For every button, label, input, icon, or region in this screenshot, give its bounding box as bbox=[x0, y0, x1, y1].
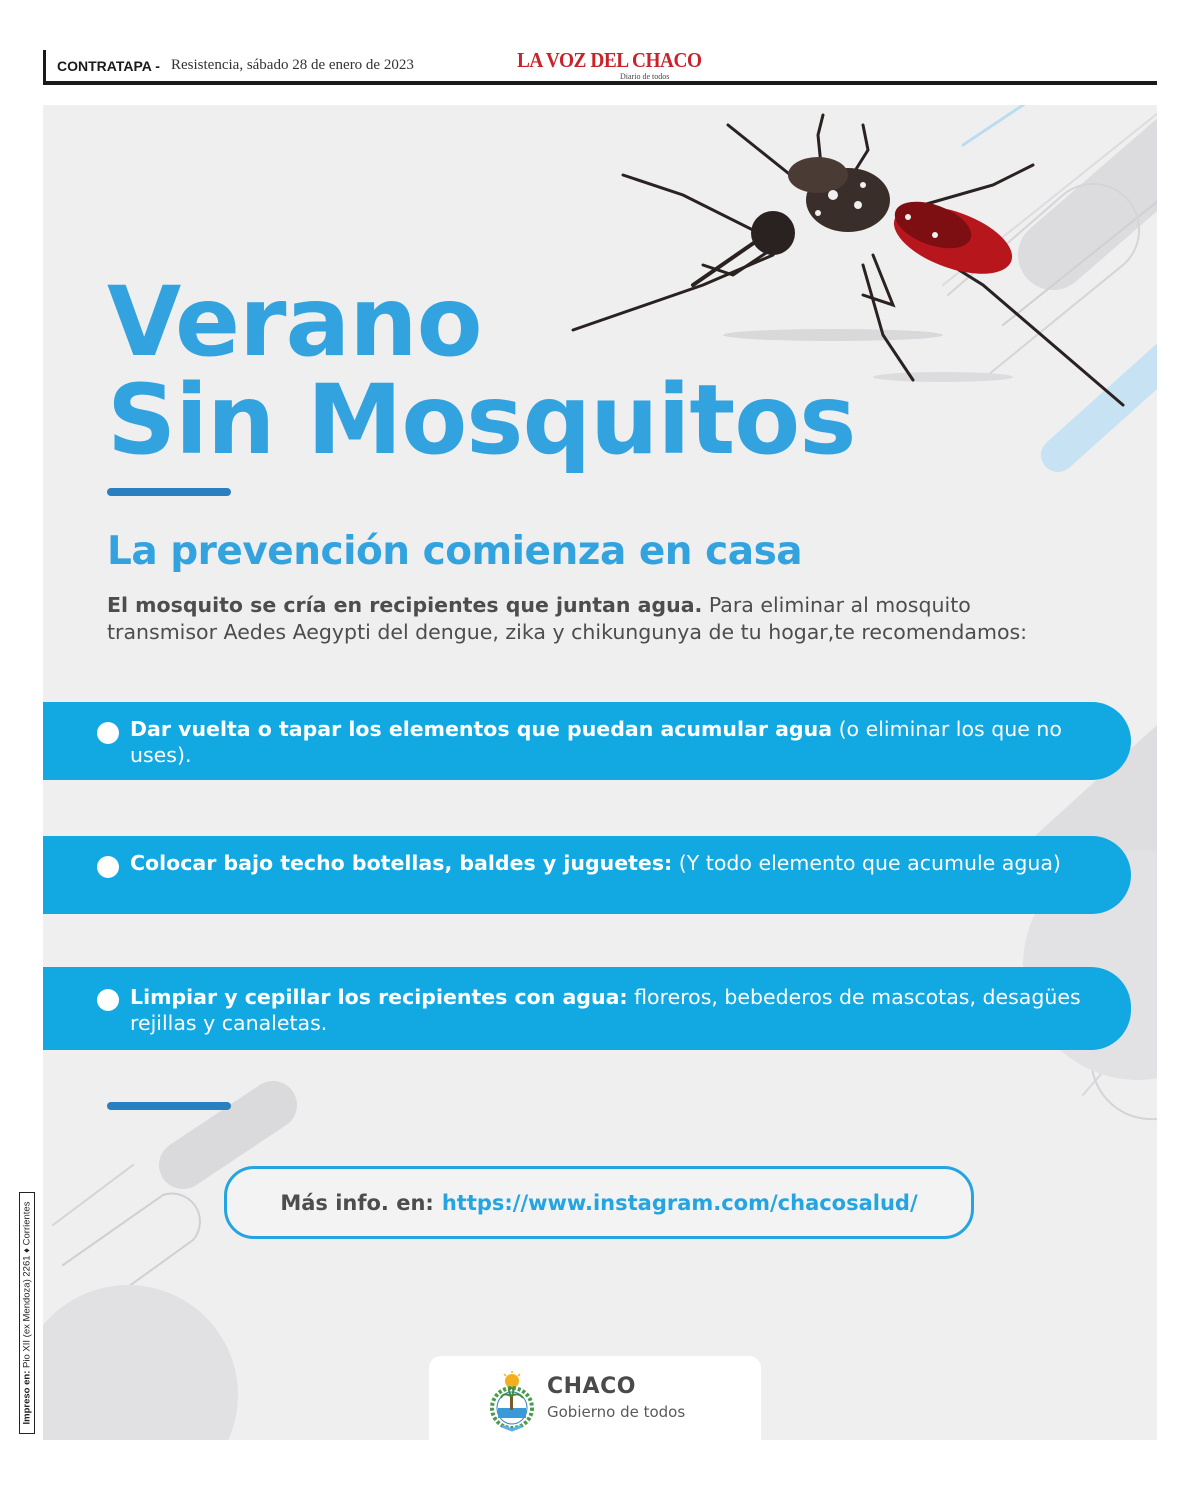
tip-card-2 bbox=[43, 836, 1131, 914]
more-info-label: Más info. en: bbox=[280, 1190, 434, 1215]
tip-2-bold: Colocar bajo techo botellas, baldes y juguetes: bbox=[130, 851, 673, 875]
tip-3-bold: Limpiar y cepillar los recipientes con agua: bbox=[130, 985, 628, 1009]
title-line-2: Sin Mosquitos bbox=[107, 364, 856, 476]
intro-text: Para eliminar al mosquito transmisor Aedes Aegypti del dengue, zika y chikungunya de tu hogar,te recomendamos: bbox=[107, 593, 1028, 644]
header-rule bbox=[43, 81, 1157, 85]
tip-2-text: (Y todo elemento que acumule agua) bbox=[678, 851, 1061, 875]
org-tagline: Gobierno de todos bbox=[547, 1403, 686, 1421]
tip-1-bold: Dar vuelta o tapar los elementos que puedan acumular agua bbox=[130, 717, 833, 741]
government-logo-card bbox=[429, 1356, 761, 1440]
tip-card-3 bbox=[43, 967, 1131, 1050]
title-line-1: Verano bbox=[107, 266, 482, 378]
imprint-label: Impreso en: bbox=[21, 1370, 33, 1425]
newspaper-header bbox=[43, 46, 1157, 82]
intro-bold: El mosquito se cría en recipientes que juntan agua. bbox=[107, 593, 703, 617]
bullet-icon bbox=[97, 989, 119, 1011]
more-info-box bbox=[224, 1166, 974, 1239]
poster-subtitle: La prevención comienza en casa bbox=[107, 529, 803, 574]
intro-paragraph bbox=[107, 592, 1067, 646]
dateline: Resistencia, sábado 28 de enero de 2023 bbox=[171, 57, 414, 73]
accent-bar-top bbox=[107, 488, 231, 496]
imprint-text: Pio XII (ex Mendoza) 2261 ♦ Corrientes bbox=[21, 1201, 33, 1368]
tip-1-text: (o eliminar los que no uses). bbox=[130, 717, 1062, 767]
newspaper-tagline: Diario de todos bbox=[620, 72, 670, 81]
bullet-icon bbox=[97, 856, 119, 878]
poster-title bbox=[107, 266, 856, 476]
accent-bar-bottom bbox=[107, 1102, 231, 1110]
chaco-seal-icon bbox=[487, 1370, 537, 1432]
poster-panel bbox=[43, 105, 1157, 1440]
newspaper-logo: LA VOZ DEL CHACO bbox=[517, 48, 702, 72]
tip-3-text: floreros, bebederos de mascotas, desagües rejillas y canaletas. bbox=[130, 985, 1081, 1035]
org-name: CHACO bbox=[547, 1374, 636, 1399]
printer-imprint bbox=[19, 1192, 35, 1434]
tip-card-1 bbox=[43, 702, 1131, 780]
bullet-icon bbox=[97, 722, 119, 744]
header-divider bbox=[43, 50, 46, 82]
instagram-link[interactable]: https://www.instagram.com/chacosalud/ bbox=[441, 1190, 918, 1215]
section-label: CONTRATAPA - bbox=[57, 58, 160, 74]
